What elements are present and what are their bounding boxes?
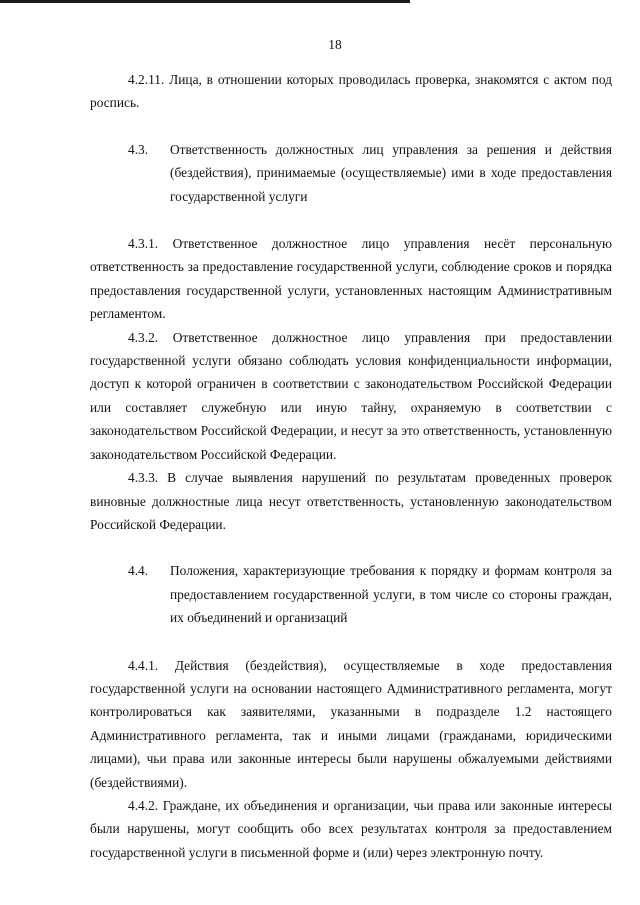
paragraph-4-2-11: 4.2.11. Лица, в отношении которых проводилась проверка, знакомятся с актом под роспись. [90,72,612,111]
paragraph-4-4-1: 4.4.1. Действия (бездействия), осуществляемые в ходе предоставления государственной услуги на основании настоящего Административного регламента, могут контролироваться как заявителями, указанными в подразделе 1.2 настоящего Административного регламента, так и иными лицами (гражданами, юридическими лицами), чьи права или законные интересы были нарушены обжалуемыми действиями (бездействиями). [90,657,612,790]
paragraph-4-3-1: 4.3.1. Ответственное должностное лицо управления несёт персональную ответственность за предоставление государственной услуги, соблюдение сроков и порядка предоставления государственной услуги, установленных настоящим Административным регламентом. [90,236,612,322]
document-body [90,68,612,864]
paragraph-4-3-3: 4.3.3. В случае выявления нарушений по результатам проведенных проверок виновные должностные лица несут ответственность, установленную законодательством Российской Федерации. [90,470,612,532]
spacer [90,630,612,654]
section-title-4-3: Ответственность должностных лиц управления за решения и действия (бездействия), принимаемые (осуществляемые) ими в ходе предоставления государственной услуги [170,141,612,204]
scan-border-line [0,0,410,3]
paragraph-4-3-2: 4.3.2. Ответственное должностное лицо управления при предоставлении государственной услуги обязано соблюдать условия конфиденциальности информации, доступ к которой ограничен в соответствии с законодательством Российской Федерации или составляет служебную или иную тайну, охраняемую в соответствии с законодательством Российской Федерации, и несут за это ответственность, установленную законодательством Российской Федерации. [90,329,612,462]
paragraph-4-4-2: 4.4.2. Граждане, их объединения и организации, чьи права или законные интересы были нарушены, могут сообщить обо всех результатах контроля за предоставлением государственной услуги в письменной форме и (или) через электронную почту. [90,797,612,860]
section-number-4-3: 4.3. [128,141,149,157]
page-number: 18 [328,37,342,52]
section-heading-4-3 [90,138,612,208]
spacer [90,115,612,138]
spacer [90,208,612,232]
section-heading-4-4 [90,559,612,629]
section-title-4-4: Положения, характеризующие требования к порядку и формам контроля за предоставлением государственной услуги, в том числе со стороны граждан, их объединений и организаций [170,563,612,626]
section-number-4-4: 4.4. [128,563,149,579]
spacer [90,536,612,559]
